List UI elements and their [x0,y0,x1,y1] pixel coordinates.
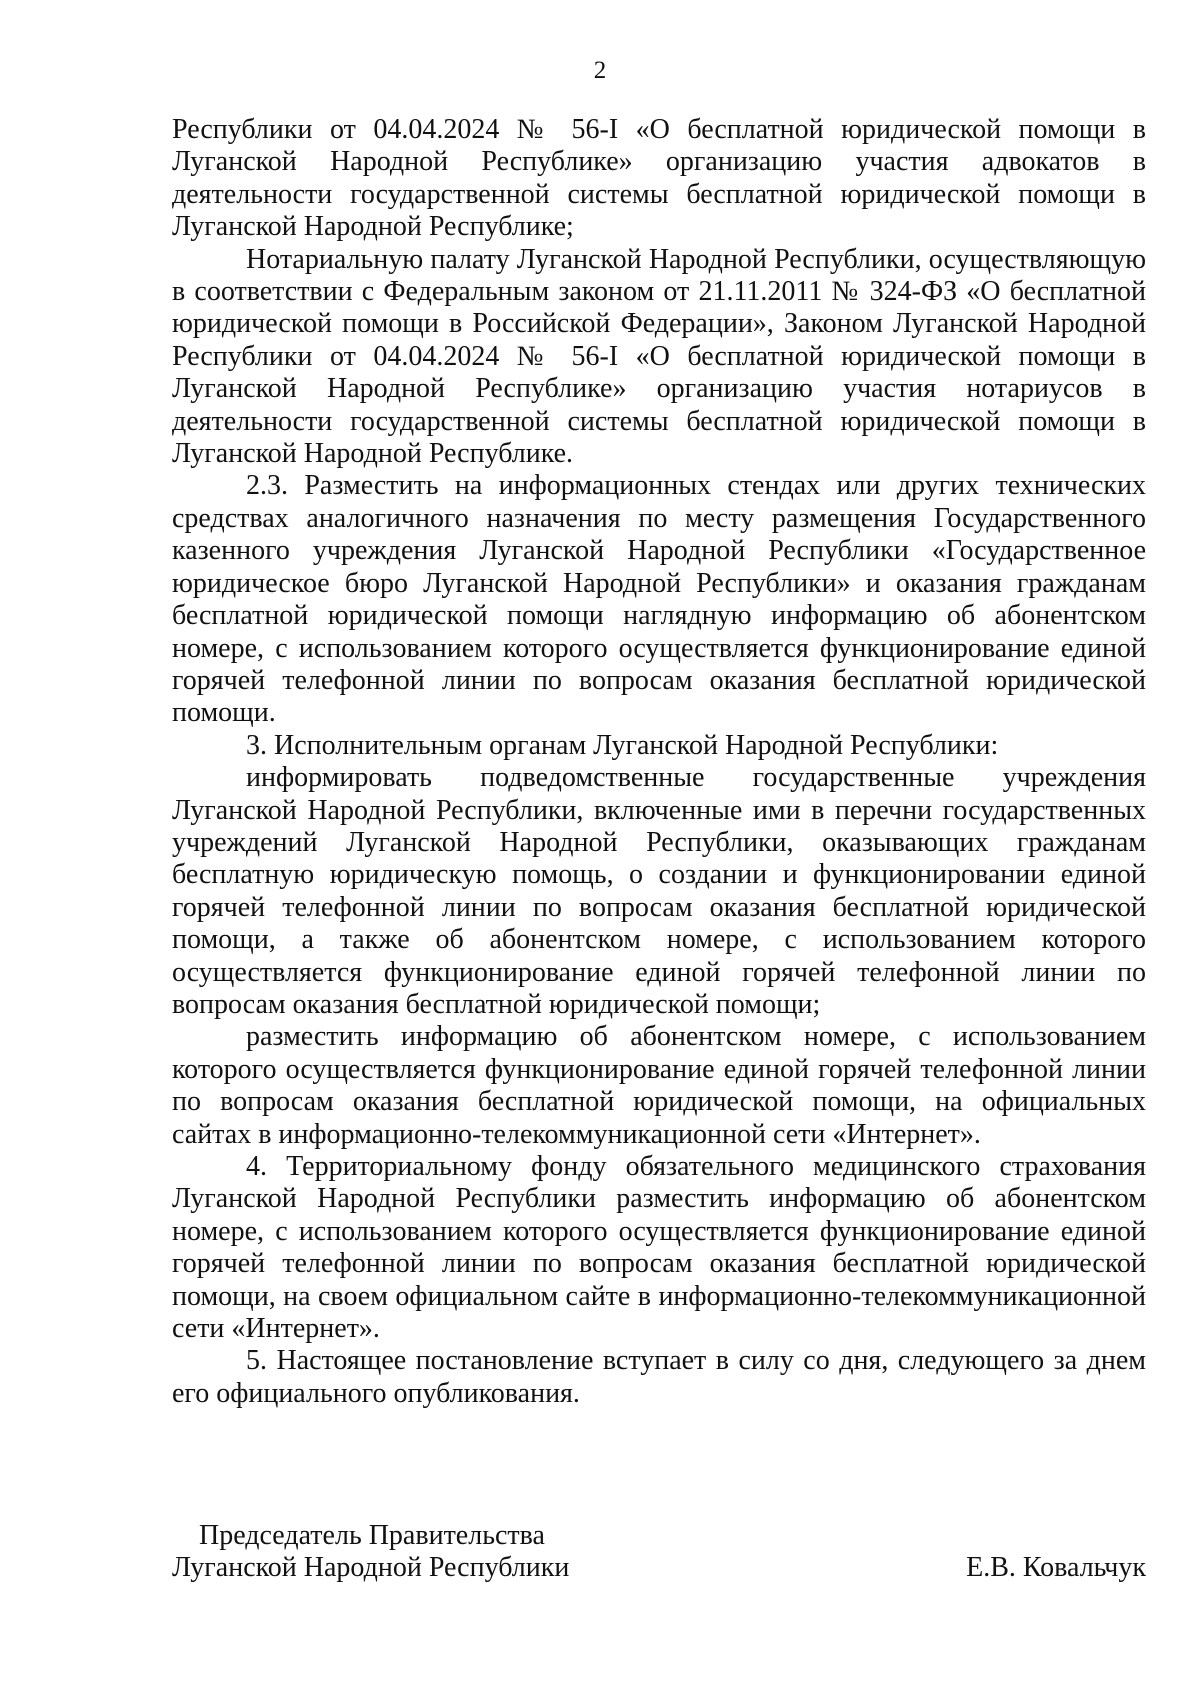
paragraph-notary-chamber: Нотариальную палату Луганской Народной Республики, осуществляющую в соответствии с Федеральным законом от 21.11.2011 № 324-ФЗ «О бесплатной юридической помощи в Российской Федерации», Законом Луганской Народной Республики от 04.04.2024 № 56-I «О бесплатной юридической помощи в Луганской Народной Республике» организацию участия нотариусов в деятельности государственной системы бесплатной юридической помощи в Луганской Народной Республике. [172,243,1146,470]
page-number: 2 [593,57,607,84]
signatory-name: Е.В. Ковальчук [966,1552,1146,1583]
paragraph-5: 5. Настоящее постановление вступает в силу со дня, следующего за днем его официального опубликования. [172,1345,1146,1409]
signatory-title-line2: Луганской Народной Республики [172,1552,570,1583]
paragraph-3: 3. Исполнительным органам Луганской Народной Республики: [246,729,999,761]
paragraph-4: 4. Территориальному фонду обязательного медицинского страхования Луганской Народной Республики разместить информацию об абонентском номере, с использованием которого осуществляется функционирование единой горячей телефонной линии по вопросам оказания бесплатной юридической помощи, на своем официальном сайте в информационно-телекоммуникационной сети «Интернет». [172,1151,1146,1345]
signatory-title-line1: Председатель Правительства [199,1520,545,1551]
paragraph-2-3: 2.3. Разместить на информационных стендах или других технических средствах аналогичного назначения по месту размещения Государственного казенного учреждения Луганской Народной Республики «Государственное юридическое бюро Луганской Народной Республики» и оказания гражданам бесплатной юридической помощи наглядную информацию об абонентском номере, с использованием которого осуществляется функционирование единой горячей телефонной линии по вопросам оказания бесплатной юридической помощи. [172,470,1146,729]
paragraph-3-inform: информировать подведомственные государственные учреждения Луганской Народной Республики, включенные ими в перечни государственных учреждений Луганской Народной Республики, оказывающих гражданам бесплатную юридическую помощь, о создании и функционировании единой горячей телефонной линии по вопросам оказания бесплатной юридической помощи, а также об абонентском номере, с использованием которого осуществляется функционирование единой горячей телефонной линии по вопросам оказания бесплатной юридической помощи; [172,762,1146,1020]
paragraph-3-publish: разместить информацию об абонентском номере, с использованием которого осуществляется функционирование единой горячей телефонной линии по вопросам оказания бесплатной юридической помощи, на официальных сайтах в информационно-телекоммуникационной сети «Интернет». [172,1021,1146,1150]
signature-block [172,1520,1146,1584]
paragraph-continuation: Республики от 04.04.2024 № 56-I «О бесплатной юридической помощи в Луганской Народной Республике» организацию участия адвокатов в деятельности государственной системы бесплатной юридической помощи в Луганской Народной Республике; [172,114,1146,243]
document-body [172,114,1146,1410]
signature-row [172,1552,1146,1584]
